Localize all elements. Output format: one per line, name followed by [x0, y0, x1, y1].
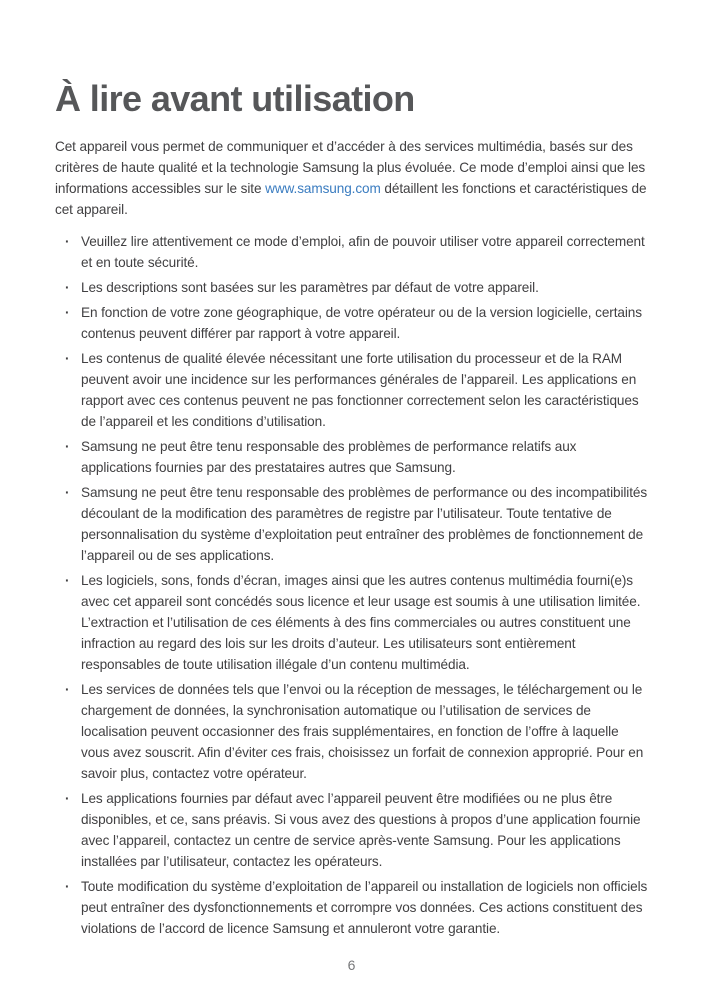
bullet-icon: ·	[65, 305, 70, 321]
bullet-icon: ·	[65, 351, 70, 367]
list-item-text: En fonction de votre zone géographique, de votre opérateur ou de la version logicielle, certains contenus peuvent différer par rapport à votre appareil.	[81, 305, 642, 342]
samsung-website-link[interactable]: www.samsung.com	[265, 181, 381, 197]
list-item-text: Samsung ne peut être tenu responsable des problèmes de performance ou des incompatibilités découlant de la modification des paramètres de registre par l’utilisateur. Toute tentative de personnalisation du système d’exploitation peut entraîner des problèmes de fonctionnement de l’appareil ou de ses applications.	[81, 485, 648, 564]
page-number: 6	[347, 957, 356, 973]
list-item-text: Veuillez lire attentivement ce mode d’emploi, afin de pouvoir utiliser votre appareil correctement et en toute sécurité.	[81, 234, 645, 271]
list-item	[55, 436, 648, 478]
list-item	[55, 231, 648, 273]
list-item	[55, 302, 648, 344]
list-item	[55, 679, 648, 784]
intro-text-before: Cet appareil vous permet de communiquer et d’accéder à des services multimédia, basés sur des critères de haute qualité et la technologie Samsung la plus évoluée. Ce mode d’emploi ainsi que les informations accessibles sur le site	[55, 139, 646, 197]
list-item	[55, 277, 648, 298]
bullet-icon: ·	[65, 791, 70, 807]
bullet-icon: ·	[65, 485, 70, 501]
bullet-icon: ·	[65, 439, 70, 455]
page-title: À lire avant utilisation	[55, 78, 415, 119]
list-item	[55, 482, 648, 566]
list-item	[55, 876, 648, 939]
list-item-text: Les descriptions sont basées sur les paramètres par défaut de votre appareil.	[81, 280, 539, 296]
bullet-icon: ·	[65, 879, 70, 895]
intro-text-after: détaillent les fonctions et caractéristiques de cet appareil.	[55, 181, 647, 218]
list-item-text: Les services de données tels que l’envoi ou la réception de messages, le téléchargement ou le chargement de données, la synchronisation automatique ou l’utilisation de services de localisation peuvent occasionner des frais supplémentaires, en fonction de l’offre à laquelle vous avez souscrit. Afin d’éviter ces frais, choisissez un forfait de connexion approprié. Pour en savoir plus, contactez votre opérateur.	[81, 682, 644, 782]
bullet-icon: ·	[65, 234, 70, 250]
bullet-icon: ·	[65, 280, 70, 296]
list-item	[55, 570, 648, 675]
bullet-icon: ·	[65, 573, 70, 589]
notice-list	[55, 231, 648, 939]
list-item	[55, 788, 648, 872]
list-item-text: Toute modification du système d’exploitation de l’appareil ou installation de logiciels non officiels peut entraîner des dysfonctionnements et corrompre vos données. Ces actions constituent des violations de l’accord de licence Samsung et annuleront votre garantie.	[81, 879, 648, 937]
list-item-text: Samsung ne peut être tenu responsable des problèmes de performance relatifs aux applications fournies par des prestataires autres que Samsung.	[81, 439, 577, 476]
list-item-text: Les applications fournies par défaut avec l’appareil peuvent être modifiées ou ne plus être disponibles, et ce, sans préavis. Si vous avez des questions à propos d’une application fournie avec l’appareil, contactez un centre de service après-vente Samsung. Pour les applications installées par l’utilisateur, contactez les opérateurs.	[81, 791, 641, 870]
list-item-text: Les contenus de qualité élevée nécessitant une forte utilisation du processeur et de la RAM peuvent avoir une incidence sur les performances générales de l’appareil. Les applications en rapport avec ces contenus peuvent ne pas fonctionner correctement selon les caractéristiques de l’appareil et les conditions d’utilisation.	[81, 351, 639, 430]
bullet-icon: ·	[65, 682, 70, 698]
list-item-text: Les logiciels, sons, fonds d’écran, images ainsi que les autres contenus multimédia fourni(e)s avec cet appareil sont concédés sous licence et leur usage est soumis à une utilisation limitée. L’extraction et l’utilisation de ces éléments à des fins commerciales ou autres constituent une infraction au regard des lois sur les droits d’auteur. Les utilisateurs sont entièrement responsables de toute utilisation illégale d’un contenu multimédia.	[81, 573, 641, 673]
list-item	[55, 348, 648, 432]
intro-paragraph	[55, 136, 648, 220]
